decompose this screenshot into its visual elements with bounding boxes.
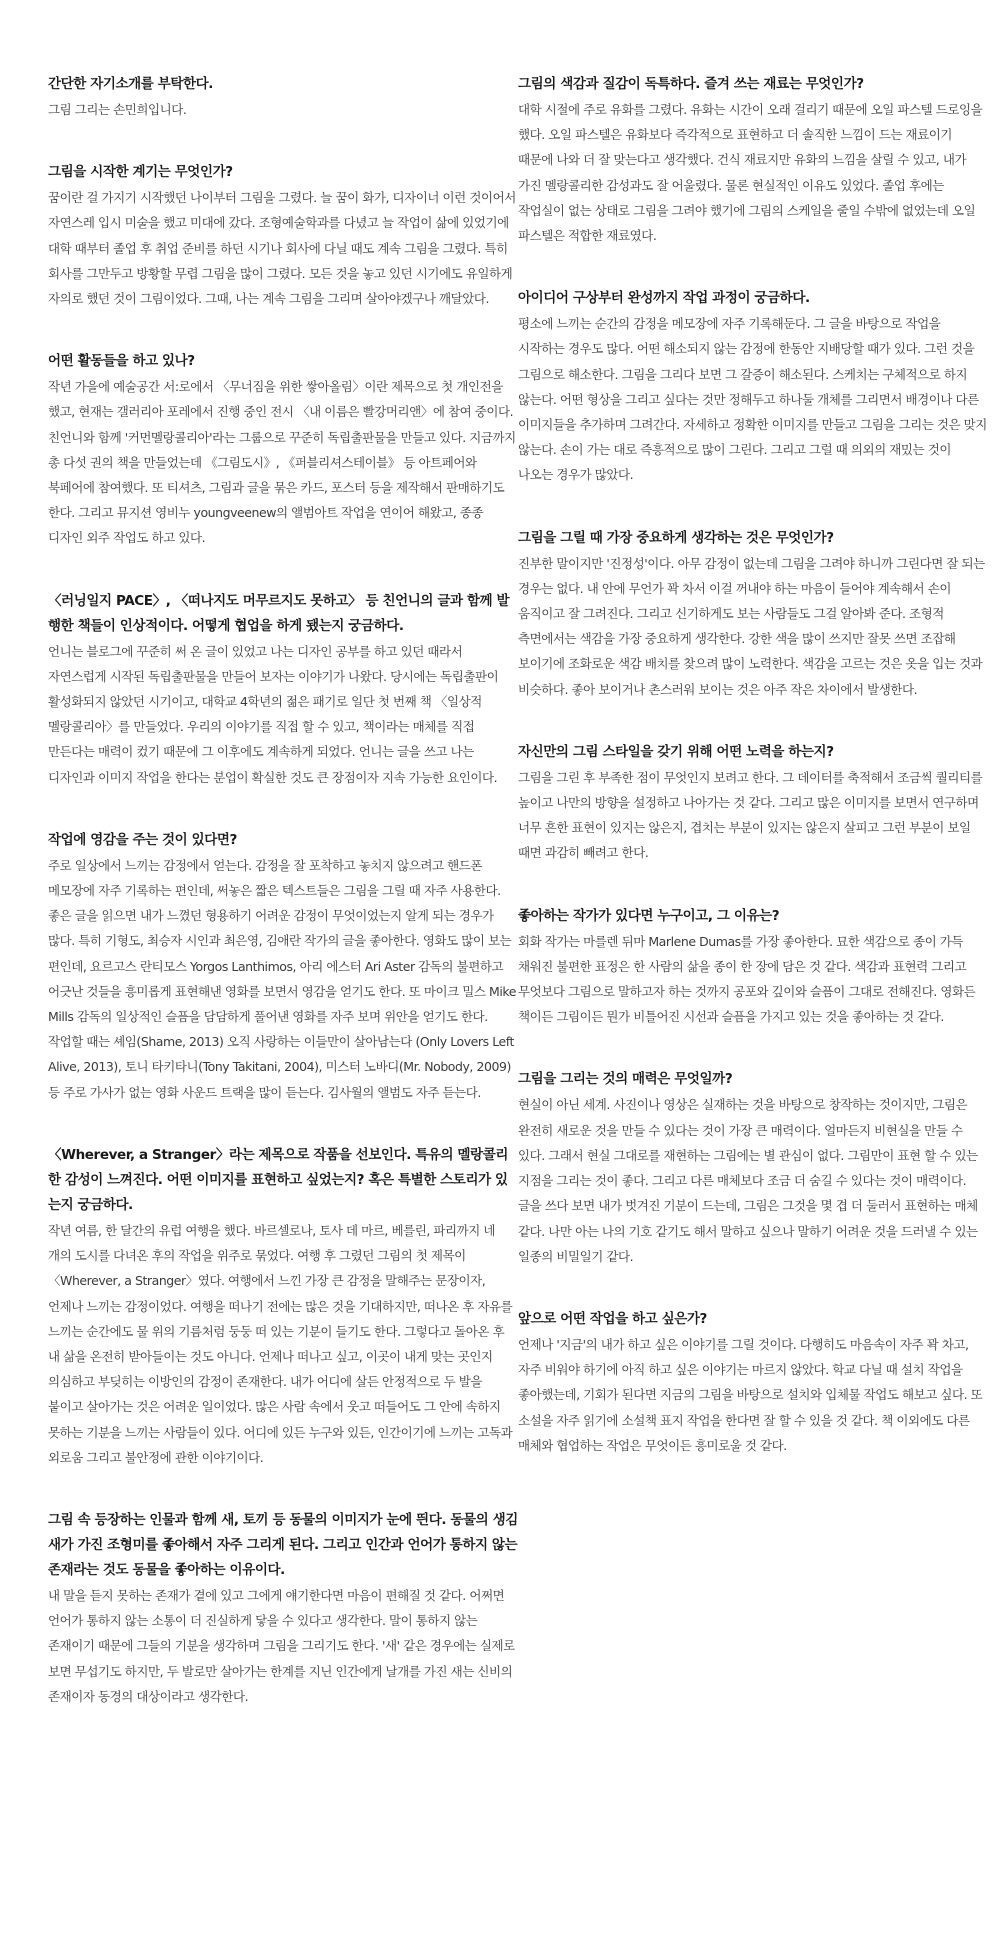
qa-block	[518, 1307, 988, 1458]
answer: 내 말을 듣지 못하는 존재가 곁에 있고 그에게 얘기한다면 마음이 편해질 것 같다. 어쩌면 언어가 통하지 않는 소통이 더 진실하게 닿을 수 있다고 생각한다. 말이 통하지 않는 존재이기 때문에 그들의 기분을 생각하며 그림을 그리기도 한다. '새' 같은 경우에는 실제로 보면 무섭기도 하지만, 두 발로만 살아가는 한계를 지닌 인간에게 날개를 가진 새는 신비의 존재이자 동경의 대상이라고 생각한다.	[48, 1587, 515, 1704]
answer: 회화 작가는 마를렌 뒤마 Marlene Dumas를 가장 좋아한다. 묘한 색감으로 종이 가득 채워진 불편한 표정은 한 사람의 삶을 종이 한 장에 담은 것 같다. 색감과 표현력 그리고 무엇보다 그림으로 말하고자 하는 것까지 공포와 깊이와 슬픔이 그대로 전해진다. 영화든 책이든 그림이든 뭔가 비틀어진 시선과 슬픔을 가지고 있는 것을 좋아하는 것 같다.	[518, 933, 976, 1025]
answer: 작년 가을에 예술공간 서:로에서 〈무너짐을 위한 쌓아올림〉이란 제목으로 첫 개인전을 했고, 현재는 갤러리아 포레에서 진행 중인 전시 〈내 이름은 빨강머리앤〉에 참여 중이다. 친언니와 함께 '커먼멜랑콜리아'라는 그룹으로 꾸준히 독립출판물을 만들고 있다. 지금까지 총 다섯 권의 책을 만들었는데 《그림도시》, 《퍼블리셔스테이블》 등 아트페어와 북페어에 참여했다. 또 티셔츠, 그림과 글을 묶은 카드, 포스터 등을 제작해서 판매하기도 한다. 그리고 뮤지션 영비누 youngveenew의 앨범아트 작업을 연이어 해왔고, 종종 디자인 외주 작업도 하고 있다.	[48, 379, 516, 546]
right-column	[518, 72, 988, 1496]
question: 간단한 자기소개를 부탁한다.	[48, 76, 214, 92]
qa-block	[48, 349, 518, 550]
answer: 진부한 말이지만 '진정성'이다. 아무 감정이 없는데 그림을 그려야 하니까 그린다면 잘 되는 경우는 없다. 내 안에 무언가 꽉 차서 이걸 꺼내야 하는 마음이 들어야 계속해서 손이 움직이고 잘 그려진다. 그리고 신기하게도 보는 사람들도 그걸 알아봐 준다. 조형적 측면에서는 색감을 가장 중요하게 생각한다. 강한 색을 많이 쓰지만 잘못 쓰면 조잡해 보이기에 조화로운 색감 배치를 찾으려 많이 노력한다. 색감을 고르는 것은 옷을 입는 것과 비슷하다. 좋아 보이거나 촌스러워 보이는 것은 아주 작은 차이에서 발생한다.	[518, 555, 985, 697]
qa-block	[518, 1067, 988, 1268]
answer: 그림 그리는 손민희입니다.	[48, 102, 187, 117]
answer: 꿈이란 걸 가지기 시작했던 나이부터 그림을 그렸다. 늘 꿈이 화가, 디자이너 이런 것이어서 자연스레 입시 미술을 했고 미대에 갔다. 조형예술학과를 다녔고 늘 작업이 삶에 있었기에 대학 때부터 졸업 후 취업 준비를 하던 시기나 회사에 다닐 때도 계속 그림을 그렸다. 특히 회사를 그만두고 방황할 무렵 그림을 많이 그렸다. 모든 것을 놓고 있던 시기에도 유일하게 자의로 했던 것이 그림이었다. 그때, 나는 계속 그림을 그리며 살아야겠구나 깨달았다.	[48, 190, 516, 307]
question: 좋아하는 작가가 있다면 누구이고, 그 이유는?	[518, 907, 780, 924]
qa-block	[518, 904, 988, 1030]
question: 그림 속 등장하는 인물과 함께 새, 토끼 등 동물의 이미지가 눈에 띈다. 동물의 생김새가 가진 조형미를 좋아해서 자주 그리게 된다. 그리고 인간과 언어가 통하지 않는 존재라는 것도 동물을 좋아하는 이유이다.	[48, 1511, 518, 1578]
question: 어떤 활동들을 하고 있나?	[48, 353, 195, 370]
question: 그림을 시작한 계기는 무엇인가?	[48, 164, 233, 181]
answer: 대학 시절에 주로 유화를 그렸다. 유화는 시간이 오래 걸리기 때문에 오일 파스텔 드로잉을 했다. 오일 파스텔은 유화보다 즉각적으로 표현하고 더 솔직한 느낌이 드는 재료이기 때문에 나와 더 잘 맞는다고 생각했다. 건식 재료지만 유화의 느낌을 살릴 수 있고, 내가 가진 멜랑콜리한 감성과도 잘 어울렸다. 물론 현실적인 이유도 있었다. 졸업 후에는 작업실이 없는 상태로 그림을 그려야 했기에 그림의 스케일을 줄일 수밖에 없었는데 오일 파스텔은 적합한 재료였다.	[518, 102, 983, 244]
question: 그림을 그릴 때 가장 중요하게 생각하는 것은 무엇인가?	[518, 529, 834, 546]
question: 자신만의 그림 스타일을 갖기 위해 어떤 노력을 하는지?	[518, 743, 834, 760]
answer: 언니는 블로그에 꾸준히 써 온 글이 있었고 나는 디자인 공부를 하고 있던 때라서 자연스럽게 시작된 독립출판물을 만들어 보자는 이야기가 나왔다. 당시에는 독립출판이 활성화되지 않았던 시기이고, 대학교 4학년의 젊은 패기로 일단 첫 번째 책 〈일상적 멜랑콜리아〉를 만들었다. 우리의 이야기를 직접 할 수 있고, 책이라는 매체를 직접 만든다는 매력이 컸기 때문에 그 이후에도 계속하게 되었다. 언니는 글을 쓰고 나는 디자인과 이미지 작업을 한다는 분업이 확실한 것도 큰 장점이자 지속 가능한 요인이다.	[48, 643, 499, 785]
qa-block	[518, 286, 988, 487]
qa-block	[48, 72, 518, 122]
question: 그림의 색감과 질감이 독특하다. 즐겨 쓰는 재료는 무엇인가?	[518, 76, 864, 92]
answer: 언제나 '지금'의 내가 하고 싶은 이야기를 그릴 것이다. 다행히도 마음속이 자주 꽉 차고, 자주 비워야 하기에 아직 하고 싶은 이야기는 마르지 않았다. 학교 다닐 때 설치 작업을 좋아했는데, 기회가 된다면 지금의 그림을 바탕으로 설치와 입체물 작업도 해보고 싶다. 또 소설을 자주 읽기에 소설책 표지 작업을 한다면 잘 할 수 있을 것 같다. 책 이외에도 다른 매체와 협업하는 작업은 무엇이든 흥미로울 것 같다.	[518, 1336, 983, 1453]
qa-block	[48, 1508, 518, 1709]
answer: 현실이 아닌 세계. 사진이나 영상은 실재하는 것을 바탕으로 창작하는 것이지만, 그림은 완전히 새로운 것을 만들 수 있다는 것이 가장 큰 매력이다. 얼마든지 비현실을 만들 수 있다. 그래서 현실 그대로를 재현하는 그림에는 별 관심이 없다. 그림만이 표현 할 수 있는 지점을 그리는 것이 좋다. 그리고 다른 매체보다 조금 더 숨길 수 있다는 것이 매력이다. 글을 쓰다 보면 내가 벗겨진 기분이 드는데, 그림은 그것을 몇 겹 더 둘러서 표현하는 매체 같다. 나만 아는 나의 기호 같기도 해서 말하고 싶으나 말하기 어려운 것을 드러낼 수 있는 일종의 비밀일기 같다.	[518, 1097, 978, 1264]
question: 아이디어 구상부터 완성까지 작업 과정이 궁금하다.	[518, 290, 810, 307]
question: 〈러닝일지 PACE〉, 〈떠나지도 머무르지도 못하고〉 등 친언니의 글과 함께 발행한 책들이 인상적이다. 어떻게 협업을 하게 됐는지 궁금하다.	[48, 592, 510, 634]
answer: 평소에 느끼는 순간의 감정을 메모장에 자주 기록해둔다. 그 글을 바탕으로 작업을 시작하는 경우도 많다. 어떤 해소되지 않는 감정에 한동안 지배당할 때가 있다. 그런 것을 그림으로 해소한다. 그림을 그리다 보면 그 갈증이 해소된다. 스케치는 구체적으로 하지 않는다. 어떤 형상을 그리고 싶다는 것만 정해두고 하나둘 개체를 그리면서 배경이나 다른 이미지들을 추가하며 그려간다. 자세하고 정확한 이미지를 만들고 그림을 그리는 것은 맞지 않는다. 손이 가는 대로 즉흥적으로 많이 그린다. 그리고 그럴 때 의외의 재밌는 것이 나오는 경우가 많았다.	[518, 316, 987, 483]
qa-block	[48, 1143, 518, 1470]
qa-block	[518, 72, 988, 248]
question: 〈Wherever, a Stranger〉라는 제목으로 작품을 선보인다. 특유의 멜랑콜리한 감성이 느껴진다. 어떤 이미지를 표현하고 싶었는지? 혹은 특별한 스토리가 있는지 궁금하다.	[48, 1146, 509, 1213]
answer: 주로 일상에서 느끼는 감정에서 얻는다. 감정을 잘 포착하고 놓치지 않으려고 핸드폰 메모장에 자주 기록하는 편인데, 써놓은 짧은 텍스트들은 그림을 그릴 때 자주 사용한다. 좋은 글을 읽으면 내가 느꼈던 형용하기 어려운 감정이 무엇이었는지 알게 되는 경우가 많다. 특히 기형도, 최승자 시인과 최은영, 김애란 작가의 글을 좋아한다. 영화도 많이 보는 편인데, 요르고스 란티모스 Yorgos Lanthimos, 아리 에스터 Ari Aster 감독의 불편하고 어긋난 것들을 흥미롭게 표현해낸 영화를 보면서 영감을 얻기도 한다. 또 마이크 밀스 Mike Mills 감독의 일상적인 슬픔을 담담하게 풀어낸 영화를 자주 보며 위안을 얻기도 한다. 작업할 때는 셰임(Shame, 2013) 오직 사랑하는 이들만이 살아남는다 (Only Lovers Left Alive, 2013), 토니 타키타니(Tony Takitani, 2004), 미스터 노바디(Mr. Nobody, 2009) 등 주로 가사가 없는 영화 사운드 트랙을 많이 듣는다. 김사월의 앨범도 자주 듣는다.	[48, 857, 516, 1100]
question: 앞으로 어떤 작업을 하고 싶은가?	[518, 1310, 707, 1327]
question: 그림을 그리는 것의 매력은 무엇일까?	[518, 1071, 733, 1088]
left-column	[48, 72, 518, 1747]
qa-block	[48, 589, 518, 790]
qa-block	[518, 740, 988, 866]
qa-block	[518, 526, 988, 702]
qa-block	[48, 160, 518, 311]
answer: 작년 여름, 한 달간의 유럽 여행을 했다. 바르셀로나, 토사 데 마르, 베를린, 파리까지 네 개의 도시를 다녀온 후의 작업을 위주로 묶었다. 여행 후 그렸던 그림의 첫 제목이 〈Wherever, a Stranger〉였다. 여행에서 느낀 가장 큰 감정을 말해주는 문장이자, 언제나 느끼는 감정이었다. 여행을 떠나기 전에는 많은 것을 기대하지만, 떠나온 후 자유를 느끼는 순간에도 물 위의 기름처럼 둥둥 떠 있는 기분이 들기도 한다. 그렇다고 돌아온 후 내 삶을 온전히 받아들이는 것도 아니다. 언제나 떠나고 싶고, 이곳이 내게 맞는 곳인지 의심하고 부딪히는 이방인의 감정이 존재한다. 내가 어디에 살든 안정적으로 두 발을 붙이고 살아가는 것은 어려운 일이었다. 많은 사람 속에서 웃고 떠들어도 그 안에 속하지 못하는 기분을 느끼는 사람들이 있다. 어디에 있든 누구와 있든, 인간이기에 느끼는 고독과 외로움 그리고 불안정에 관한 이야기이다.	[48, 1222, 513, 1465]
qa-block	[48, 828, 518, 1105]
question: 작업에 영감을 주는 것이 있다면?	[48, 831, 237, 848]
answer: 그림을 그린 후 부족한 점이 무엇인지 보려고 한다. 그 데이터를 축적해서 조금씩 퀄리티를 높이고 나만의 방향을 설정하고 나아가는 것 같다. 그리고 많은 이미지를 보면서 연구하며 너무 흔한 표현이 있지는 않은지, 겹치는 부분이 있지는 않은지 살피고 그런 부분이 보일 때면 과감히 빼려고 한다.	[518, 769, 983, 861]
